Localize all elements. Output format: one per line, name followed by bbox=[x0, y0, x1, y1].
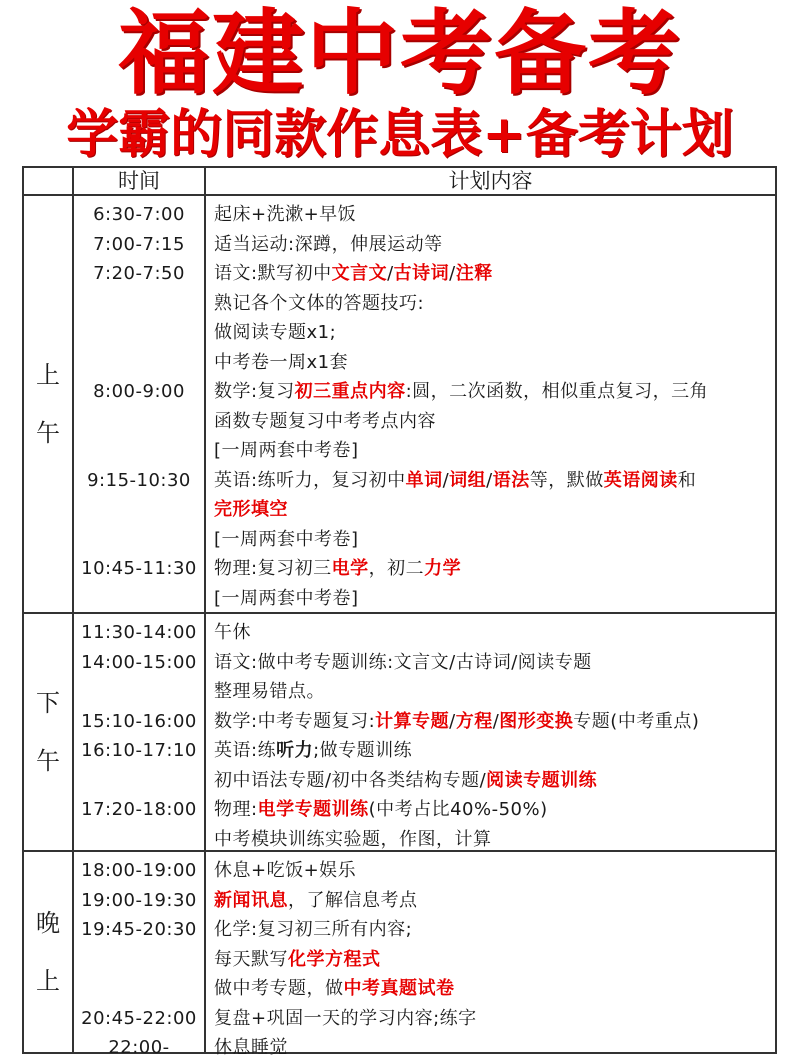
plan-cell bbox=[214, 466, 775, 495]
time-cell: 6:30-7:00 bbox=[93, 204, 185, 225]
plan-text: 听力 bbox=[276, 740, 314, 761]
plan-text: 午休 bbox=[214, 622, 251, 643]
table-row bbox=[24, 289, 775, 318]
plan-text: 每天默写 bbox=[214, 948, 288, 970]
section-evening bbox=[24, 852, 775, 1058]
highlight-text: 单词 bbox=[405, 469, 443, 491]
plan-cell bbox=[214, 618, 775, 647]
plan-cell bbox=[214, 707, 775, 736]
time-cell: 19:00-19:30 bbox=[81, 889, 197, 911]
highlight-text: 计算专题 bbox=[375, 710, 450, 732]
highlight-text: 初三重点内容 bbox=[294, 381, 406, 402]
plan-text: 语文:默写初中 bbox=[214, 263, 332, 284]
plan-text: 专题(中考重点) bbox=[573, 710, 700, 732]
table-row bbox=[24, 318, 775, 347]
plan-text: / bbox=[486, 469, 493, 491]
table-row bbox=[24, 259, 775, 288]
plan-cell bbox=[214, 584, 775, 613]
table-row bbox=[24, 618, 775, 647]
highlight-text: 中考真题试卷 bbox=[343, 978, 455, 999]
plan-text: / bbox=[387, 263, 394, 284]
plan-cell bbox=[214, 766, 775, 795]
highlight-text: 图形变换 bbox=[499, 710, 574, 732]
table-header bbox=[24, 168, 775, 196]
table-row bbox=[24, 825, 775, 854]
table-row bbox=[24, 348, 775, 377]
table-row bbox=[24, 495, 775, 524]
plan-text: ;做专题训练 bbox=[313, 740, 413, 761]
time-cell: 14:00-15:00 bbox=[81, 651, 197, 673]
plan-cell bbox=[214, 525, 775, 554]
table-row bbox=[24, 200, 775, 229]
plan-text: 做中考专题，做 bbox=[214, 978, 344, 999]
plan-cell bbox=[214, 886, 775, 915]
plan-cell bbox=[214, 407, 775, 436]
plan-cell bbox=[214, 259, 775, 288]
highlight-text: 电学专题训练 bbox=[257, 799, 369, 820]
time-cell: 7:20-7:50 bbox=[93, 263, 185, 284]
time-cell: 19:45-20:30 bbox=[81, 919, 197, 940]
highlight-text: 完形填空 bbox=[214, 499, 288, 520]
plan-text: / bbox=[449, 710, 456, 732]
plan-text: 休息睡觉 bbox=[214, 1037, 288, 1058]
plan-text: 函数专题复习中考考点内容 bbox=[214, 410, 436, 432]
header-plan: 计划内容 bbox=[204, 168, 775, 194]
table-row bbox=[24, 554, 775, 583]
period-char: 上 bbox=[36, 361, 60, 389]
plan-text: 熟记各个文体的答题技巧: bbox=[214, 292, 425, 314]
table-row bbox=[24, 736, 775, 765]
plan-text: ，初二 bbox=[368, 558, 425, 579]
period-char: 上 bbox=[36, 967, 60, 995]
time-cell: 8:00-9:00 bbox=[93, 381, 185, 402]
highlight-text: 文言文 bbox=[331, 263, 388, 284]
time-cell: 15:10-16:00 bbox=[81, 710, 197, 732]
highlight-text: 力学 bbox=[424, 558, 462, 579]
time-cell: 17:20-18:00 bbox=[81, 799, 197, 820]
table-row bbox=[24, 436, 775, 465]
time-cell: 11:30-14:00 bbox=[81, 622, 197, 643]
plan-text: 数学:复习 bbox=[214, 381, 295, 402]
table-row bbox=[24, 677, 775, 706]
plan-text: 复盘+巩固一天的学习内容;练字 bbox=[214, 1007, 477, 1029]
time-cell: 18:00-19:00 bbox=[81, 860, 197, 881]
plan-text: 和 bbox=[677, 469, 697, 491]
plan-cell bbox=[214, 1004, 775, 1033]
time-cell: 7:00-7:15 bbox=[93, 233, 185, 255]
table-row bbox=[24, 945, 775, 974]
plan-text: 休息+吃饭+娱乐 bbox=[214, 860, 357, 881]
plan-text: (中考占比40%-50%) bbox=[368, 799, 548, 820]
plan-text: 等，默做 bbox=[529, 469, 604, 491]
plan-text: 起床+洗漱+早饭 bbox=[214, 204, 357, 225]
table-row bbox=[24, 377, 775, 406]
plan-cell bbox=[214, 318, 775, 347]
plan-cell bbox=[214, 230, 775, 259]
plan-cell bbox=[214, 377, 775, 406]
plan-cell bbox=[214, 554, 775, 583]
time-cell: 9:15-10:30 bbox=[87, 469, 191, 491]
table-row bbox=[24, 915, 775, 944]
plan-text: [一周两套中考卷] bbox=[214, 587, 359, 609]
period-char: 下 bbox=[36, 689, 60, 717]
plan-text: 语文:做中考专题训练:文言文/古诗词/阅读专题 bbox=[214, 651, 592, 673]
plan-cell bbox=[214, 436, 775, 465]
plan-text: [一周两套中考卷] bbox=[214, 440, 359, 461]
plan-text: / bbox=[449, 263, 456, 284]
table-row bbox=[24, 707, 775, 736]
plan-text: / bbox=[442, 469, 450, 491]
highlight-text: 语法 bbox=[492, 469, 530, 491]
time-cell: 10:45-11:30 bbox=[81, 558, 197, 579]
plan-text: 中考模块训练实验题，作图，计算 bbox=[214, 828, 492, 850]
plan-cell bbox=[214, 856, 775, 885]
table-row bbox=[24, 974, 775, 1003]
plan-cell bbox=[214, 495, 775, 524]
time-cell: 22:00- bbox=[108, 1037, 170, 1058]
plan-cell bbox=[214, 915, 775, 944]
plan-text: 英语:练听力，复习初中 bbox=[214, 469, 406, 491]
period-char: 晚 bbox=[36, 909, 60, 937]
plan-cell bbox=[214, 200, 775, 229]
main-title: 福建中考备考 bbox=[117, 0, 682, 107]
plan-text: 中考卷一周x1套 bbox=[214, 351, 349, 373]
plan-text: 物理: bbox=[214, 799, 258, 820]
section-afternoon bbox=[24, 614, 775, 852]
plan-text: 数学:中考专题复习: bbox=[214, 710, 376, 732]
plan-cell bbox=[214, 677, 775, 706]
highlight-text: 方程 bbox=[455, 710, 493, 732]
highlight-text: 词组 bbox=[449, 469, 487, 491]
table-row bbox=[24, 648, 775, 677]
schedule-table bbox=[22, 166, 777, 1058]
highlight-text: 新闻讯息 bbox=[214, 889, 288, 911]
plan-cell bbox=[214, 974, 775, 1003]
plan-cell bbox=[214, 648, 775, 677]
highlight-text: 电学 bbox=[331, 558, 369, 579]
plan-text: ，了解信息考点 bbox=[288, 889, 418, 911]
plan-cell bbox=[214, 289, 775, 318]
plan-cell bbox=[214, 348, 775, 377]
table-row bbox=[24, 584, 775, 613]
plan-cell bbox=[214, 795, 775, 824]
period-char: 午 bbox=[36, 419, 60, 447]
table-row bbox=[24, 766, 775, 795]
plan-text: 整理易错点。 bbox=[214, 681, 325, 702]
table-row bbox=[24, 886, 775, 915]
plan-text: 适当运动:深蹲，伸展运动等 bbox=[214, 233, 443, 255]
plan-text: 做阅读专题x1; bbox=[214, 322, 337, 343]
plan-text: :圆，二次函数，相似重点复习，三角 bbox=[405, 381, 709, 402]
plan-text: 物理:复习初三 bbox=[214, 558, 332, 579]
plan-text: 初中语法专题/初中各类结构专题/ bbox=[214, 769, 487, 791]
header-time: 时间 bbox=[72, 168, 204, 194]
highlight-text: 古诗词 bbox=[393, 263, 450, 284]
highlight-text: 阅读专题训练 bbox=[486, 769, 598, 791]
highlight-text: 注释 bbox=[455, 263, 493, 284]
subtitle: 学霸的同款作息表+备考计划 bbox=[66, 105, 734, 165]
table-row bbox=[24, 795, 775, 824]
plan-text: 英语:练 bbox=[214, 740, 277, 761]
table-row bbox=[24, 856, 775, 885]
table-row bbox=[24, 230, 775, 259]
plan-text: 化学:复习初三所有内容; bbox=[214, 919, 413, 940]
plan-cell bbox=[214, 945, 775, 974]
section-morning bbox=[24, 196, 775, 614]
period-char: 午 bbox=[36, 747, 60, 775]
table-row bbox=[24, 466, 775, 495]
table-row bbox=[24, 1004, 775, 1033]
title-area bbox=[0, 0, 800, 168]
time-cell: 20:45-22:00 bbox=[81, 1007, 197, 1029]
table-row bbox=[24, 407, 775, 436]
plan-text: / bbox=[492, 710, 500, 732]
plan-cell bbox=[214, 736, 775, 765]
plan-text: [一周两套中考卷] bbox=[214, 528, 359, 550]
plan-cell bbox=[214, 825, 775, 854]
highlight-text: 化学方程式 bbox=[288, 948, 381, 970]
highlight-text: 英语阅读 bbox=[603, 469, 678, 491]
time-cell: 16:10-17:10 bbox=[81, 740, 197, 761]
table-row bbox=[24, 525, 775, 554]
